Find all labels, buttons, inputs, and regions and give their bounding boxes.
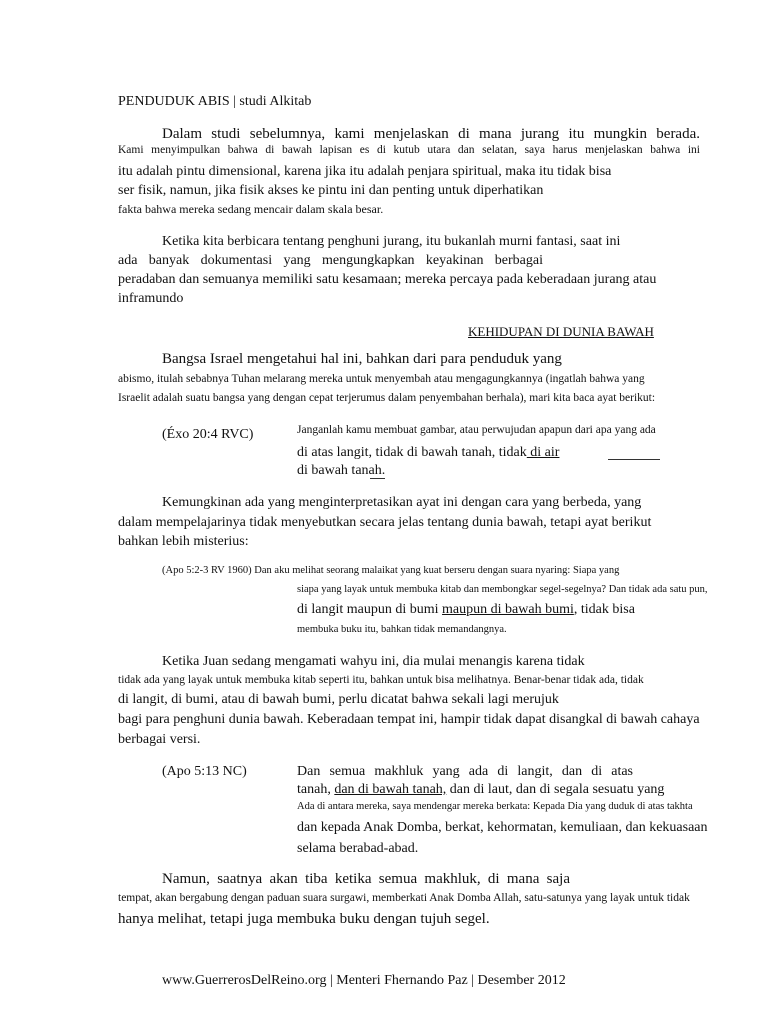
verse1-line-1: Janganlah kamu membuat gambar, atau perwujudan apapun dari apa yang ada [297,424,656,436]
p3-line-3: Israelit adalah suatu bangsa yang dengan cepat terjerumus dalam penyembahan berhala), mari kita baca ayat berikut: [118,392,656,404]
p5-line-3: di langit, di bumi, atau di bawah bumi, perlu dicatat bahwa sekali lagi merujuk [118,692,559,707]
verse3-line-4: dan kepada Anak Domba, berkat, kehormatan, kemuliaan, dan kekuasaan [297,820,708,835]
verse3-line-3: Ada di antara mereka, saya mendengar mereka berkata: Kepada Dia yang duduk di atas takhta [297,801,693,812]
p1-line-3: itu adalah pintu dimensional, karena jika itu adalah penjara spiritual, maka itu tidak bisa [118,164,612,179]
p4-line-2: dalam mempelajarinya tidak menyebutkan secara jelas tentang dunia bawah, tetapi ayat berikut [118,515,652,530]
p2-line-3: peradaban dan semuanya memiliki satu kesamaan; mereka percaya pada keberadaan jurang atau [118,272,657,287]
page-footer: www.GuerrerosDelReino.org | Menteri Fhernando Paz | Desember 2012 [162,973,566,988]
p2-line-2: ada banyak dokumentasi yang mengungkapkan keyakinan berbagai [118,253,543,268]
p5-line-5: berbagai versi. [118,732,201,747]
verse3-line-5: selama berabad-abad. [297,841,419,856]
p3-line-2: abismo, itulah sebabnya Tuhan melarang mereka untuk menyembah atau mengagungkannya (ingatlah bahwa yang [118,373,645,385]
p5-line-1: Ketika Juan sedang mengamati wahyu ini, dia mulai menangis karena tidak [162,654,585,669]
verse2-line-1: (Apo 5:2-3 RV 1960) Dan aku melihat seorang malaikat yang kuat berseru dengan suara nyaring: Siapa yang [162,565,620,576]
verse1-line-2-text: di atas langit, tidak di bawah tanah, tidak [297,445,527,460]
p1-line-4: ser fisik, namun, jika fisik akses ke pintu ini dan penting untuk diperhatikan [118,183,544,198]
p5-line-2: tidak ada yang layak untuk membuka kitab seperti itu, bahkan untuk bisa melihatnya. Benar-benar tidak ada, tidak [118,674,644,686]
verse3-line-2-start: tanah, [297,782,335,797]
section-heading: KEHIDUPAN DI DUNIA BAWAH [468,324,654,339]
verse2-line-2: siapa yang layak untuk membuka kitab dan membongkar segel-segelnya? Dan tidak ada satu pun, [297,584,708,595]
verse1-trailing-rule [370,478,385,479]
verse3-line-1: Dan semua makhluk yang ada di langit, dan di atas [297,764,633,779]
page-header: PENDUDUK ABIS | studi Alkitab [118,94,312,109]
p4-line-1: Kemungkinan ada yang menginterpretasikan ayat ini dengan cara yang berbeda, yang [162,495,642,510]
verse1-reference: (Éxo 20:4 RVC) [162,427,254,442]
p6-line-2: tempat, akan bergabung dengan paduan suara surgawi, memberkati Anak Domba Allah, satu-satunya yang layak untuk tidak [118,892,690,904]
verse3-reference: (Apo 5:13 NC) [162,764,247,779]
p2-line-4: inframundo [118,291,184,306]
p1-line-1: Dalam studi sebelumnya, kami menjelaskan di mana jurang itu mungkin berada. [162,126,700,142]
verse2-line-3 [297,603,635,617]
p3-line-1: Bangsa Israel mengetahui hal ini, bahkan dari para penduduk yang [162,351,562,367]
verse1-underlined-phrase: di air [526,445,560,460]
p6-line-1: Namun, saatnya akan tiba ketika semua makhluk, di mana saja [162,871,570,887]
verse3-underlined-phrase: dan di bawah tanah, [334,782,447,797]
p4-line-3: bahkan lebih misterius: [118,534,249,549]
p5-line-4: bagi para penghuni dunia bawah. Keberadaan tempat ini, hampir tidak dapat disangkal di bawah cahaya [118,712,700,727]
verse2-line-4: membuka buku itu, bahkan tidak memandangnya. [297,624,507,635]
p2-line-1: Ketika kita berbicara tentang penghuni jurang, itu bukanlah murni fantasi, saat ini [162,234,621,249]
verse2-underlined-phrase: maupun di bawah bumi [442,602,574,617]
verse3-line-2 [297,783,664,797]
verse2-line-3-end: , tidak bisa [573,602,635,617]
verse2-line-3-start: di langit maupun di bumi [297,602,443,617]
p1-line-2: Kami menyimpulkan bahwa di bawah lapisan es di kutub utara dan selatan, saya harus menjelaskan bahwa ini [118,144,700,156]
verse3-line-2-end: dan di laut, dan di segala sesuatu yang [446,782,665,797]
p1-line-5: fakta bahwa mereka sedang mencair dalam skala besar. [118,202,384,216]
verse1-line-2 [297,446,559,460]
verse1-line-3: di bawah tanah. [297,463,386,478]
verse1-blank-rule [608,459,660,460]
p6-line-3: hanya melihat, tetapi juga membuka buku dengan tujuh segel. [118,911,490,927]
